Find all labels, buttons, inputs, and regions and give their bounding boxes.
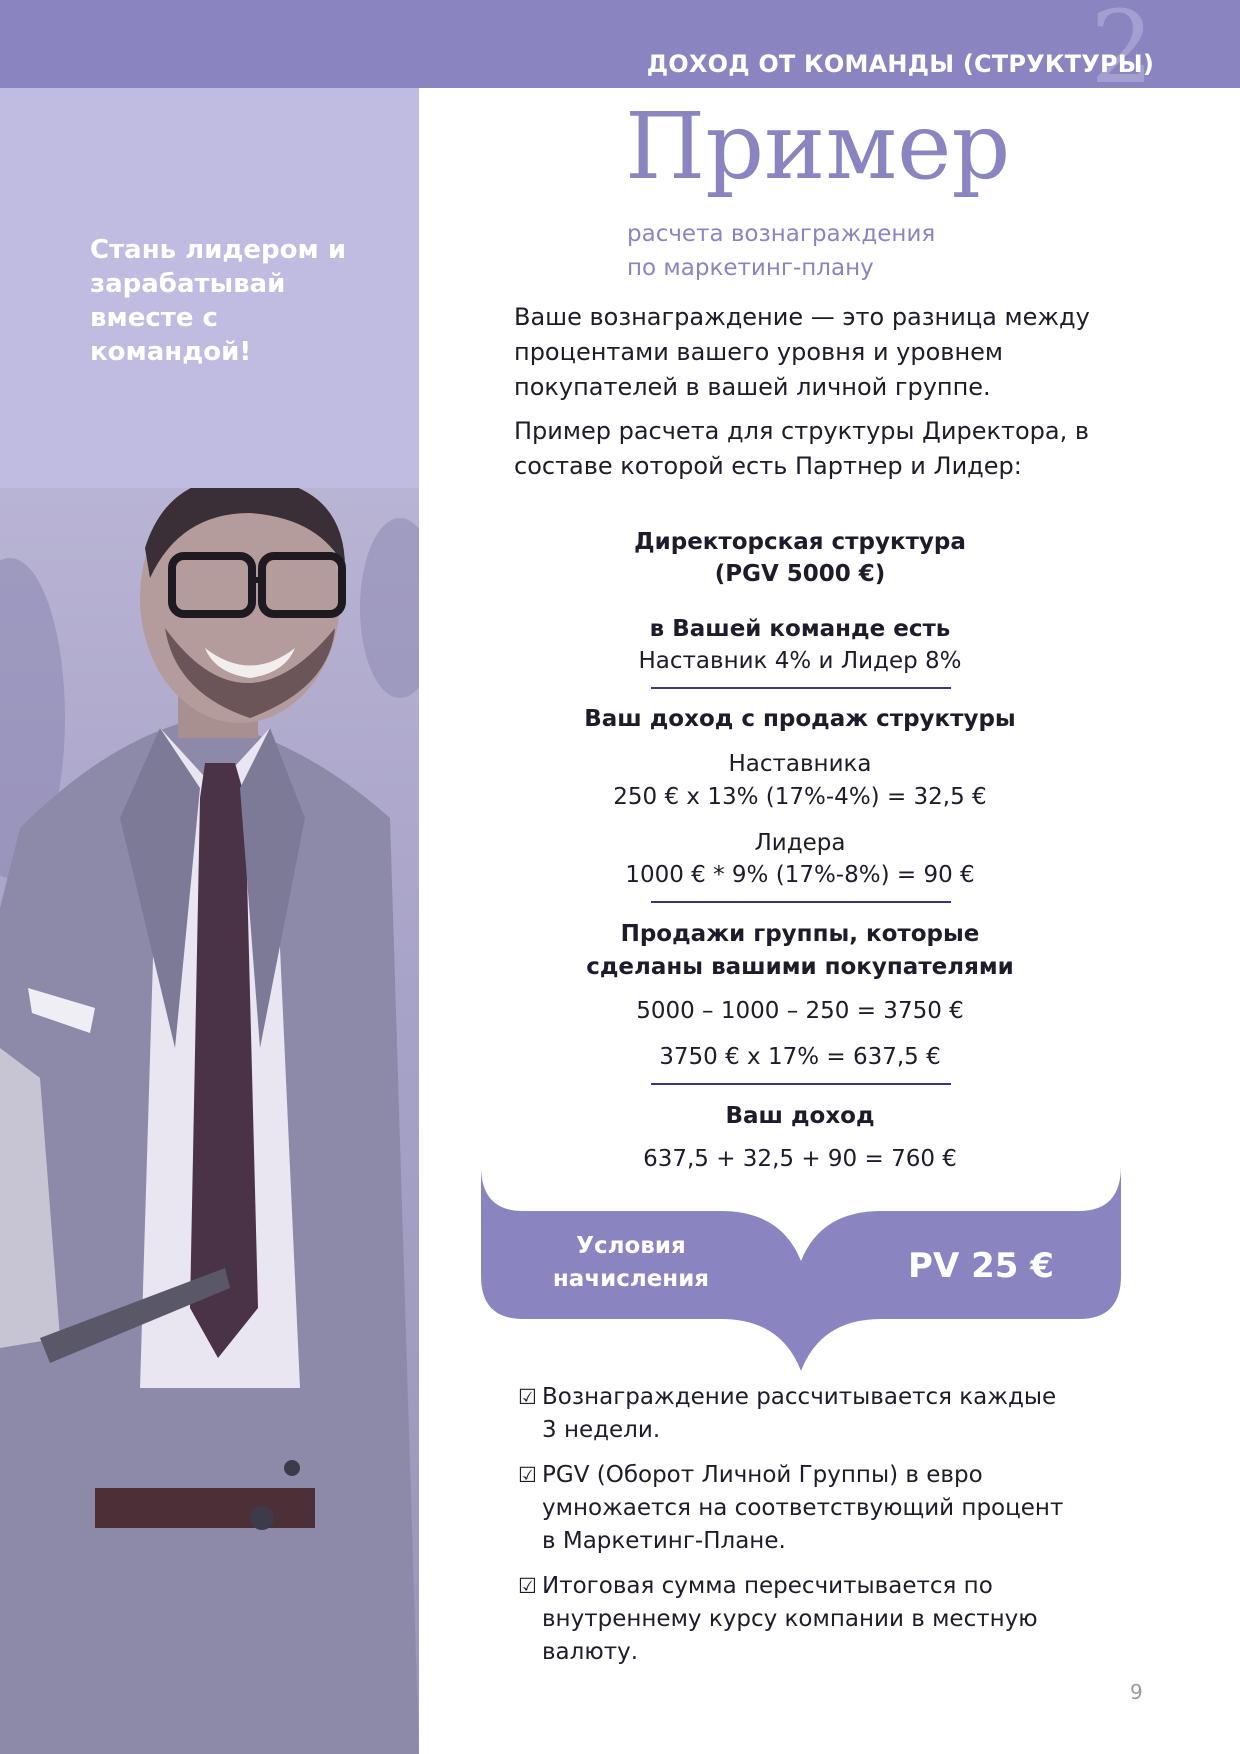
businessman-illustration: [0, 488, 419, 1754]
group-formula-1: 5000 – 1000 – 250 = 3750 €: [636, 998, 964, 1024]
intro-paragraph-1: Ваше вознаграждение — это разница между процентами вашего уровня и уровнем покупателей в вашей личной группе.: [514, 303, 1090, 401]
list-item: [518, 1570, 1078, 1669]
conditions-label: Условия начисления: [552, 1233, 710, 1292]
list-item-text: Итоговая сумма пересчитывается по внутреннему курсу компании в местную валюту.: [542, 1573, 1038, 1665]
group-heading-line-2: сделаны вашими покупателями: [586, 954, 1014, 980]
structure-title: Директорская структура: [634, 529, 966, 555]
header-banner: [0, 0, 1240, 106]
conditions-value: PV 25 €: [908, 1246, 1054, 1286]
list-item-text: Вознаграждение рассчитывается каждые 3 недели.: [542, 1384, 1057, 1443]
intro-paragraph-2: Пример расчета для структуры Директора, в составе которой есть Партнер и Лидер:: [514, 417, 1089, 480]
conditions-list: [518, 1381, 1078, 1681]
checkbox-icon: ☑: [518, 1574, 537, 1598]
list-item: [518, 1459, 1078, 1558]
sidebar-panel: [0, 88, 419, 488]
divider-line: [651, 1083, 951, 1085]
group-formula-2: 3750 € x 17% = 637,5 €: [659, 1044, 941, 1070]
divider-line: [651, 901, 951, 903]
checkbox-icon: ☑: [518, 1385, 537, 1409]
chapter-number: 2: [1090, 0, 1154, 106]
group-heading-line-1: Продажи группы, которые: [620, 921, 980, 947]
leader-label: Лидера: [754, 830, 846, 856]
list-item-text: PGV (Оборот Личной Группы) в евро умножается на соответствующий процент в Маркетинг-Плане.: [542, 1462, 1064, 1554]
subtitle-line-2: по маркетинг-плану: [627, 255, 874, 281]
team-members: Наставник 4% и Лидер 8%: [638, 648, 962, 674]
section-title: ДОХОД ОТ КОМАНДЫ (СТРУКТУРЫ): [646, 50, 1154, 78]
divider-line: [651, 687, 951, 689]
page-number: 9: [1130, 1680, 1143, 1704]
intro-text: [514, 300, 1134, 493]
total-heading: Ваш доход: [725, 1103, 875, 1129]
subtitle-line-1: расчета вознаграждения: [627, 221, 936, 247]
leader-formula: 1000 € * 9% (17%-8%) = 90 €: [625, 862, 975, 888]
conditions-badge: [481, 1166, 1121, 1372]
team-heading: в Вашей команде есть: [649, 616, 951, 642]
structure-pgv: (PGV 5000 €): [714, 561, 886, 587]
list-item: [518, 1381, 1078, 1447]
mentor-label: Наставника: [728, 751, 872, 777]
total-formula: 637,5 + 32,5 + 90 = 760 €: [643, 1146, 957, 1172]
page-title: Пример: [625, 93, 1011, 200]
mentor-formula: 250 € x 13% (17%-4%) = 32,5 €: [613, 784, 987, 810]
checkbox-icon: ☑: [518, 1463, 537, 1487]
sidebar-slogan: Стань лидером и зарабатывай вместе с командой!: [90, 235, 347, 367]
businessman-photo: [0, 488, 419, 1754]
income-heading: Ваш доход с продаж структуры: [584, 706, 1016, 732]
page-subtitle: [627, 217, 935, 285]
